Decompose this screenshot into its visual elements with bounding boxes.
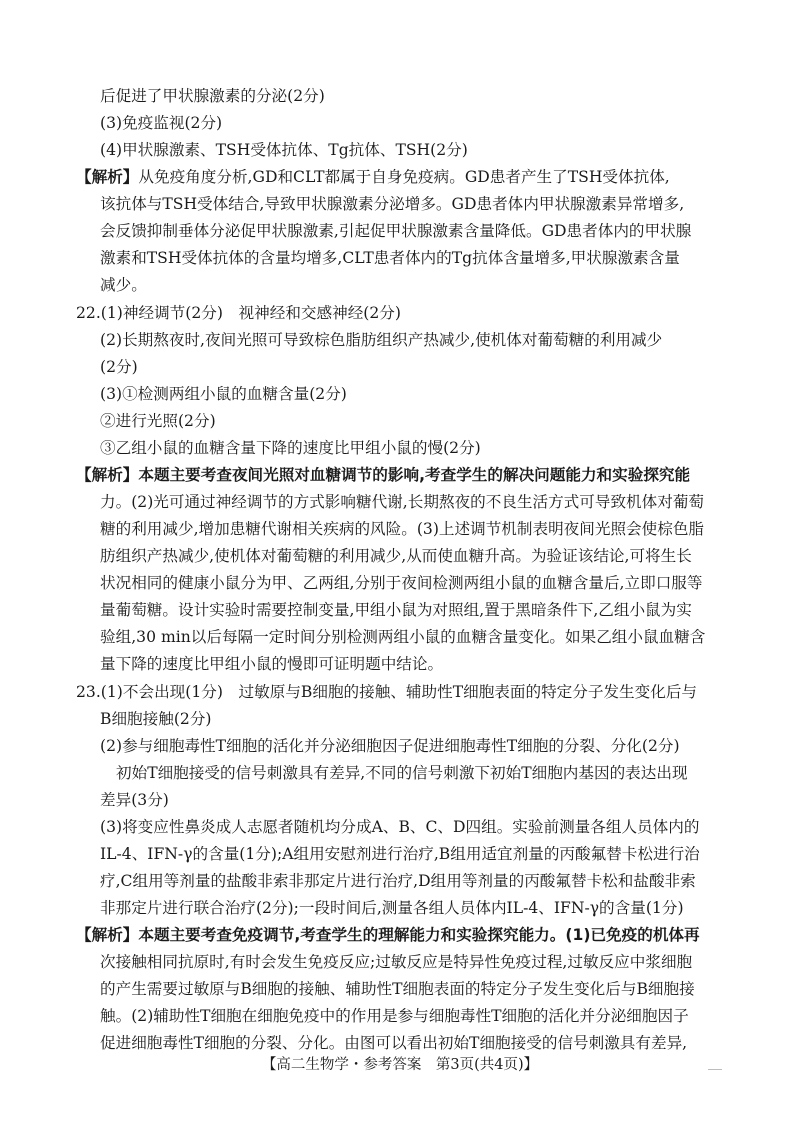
text-line: 激素和TSH受体抗体的含量均增多,CLT患者体内的Tg抗体含量增多,甲状腺激素含量 bbox=[100, 249, 680, 267]
text-line: (3)免疫监视(2分) bbox=[100, 114, 223, 132]
text-line: 力。(2)光可通过神经调节的方式影响糖代谢,长期熬夜的不良生活方式可导致机体对葡萄 bbox=[100, 493, 705, 511]
question-22-line: 22.(1)神经调节(2分) 视神经和交感神经(2分) bbox=[76, 304, 401, 322]
text-line: (2)参与细胞毒性T细胞的活化并分泌细胞因子促进细胞毒性T细胞的分裂、分化(2分) bbox=[100, 737, 680, 755]
text-line: 非那定片进行联合治疗(2分);一段时间后,测量各组人员体内IL-4、IFN-γ的含量(1分) bbox=[100, 899, 684, 917]
question-23-line: 23.(1)不会出现(1分) 过敏原与B细胞的接触、辅助性T细胞表面的特定分子发生变化后与 bbox=[76, 683, 698, 701]
corner-mark bbox=[708, 1069, 722, 1070]
text-line: 初始T细胞接受的信号刺激具有差异,不同的信号刺激下初始T细胞内基因的表达出现 bbox=[116, 764, 688, 782]
text-line: (2分) bbox=[100, 358, 138, 376]
text-line: 量葡萄糖。设计实验时需要控制变量,甲组小鼠为对照组,置于黑暗条件下,乙组小鼠为实 bbox=[100, 601, 692, 619]
text-line: 的产生需要过敏原与B细胞的接触、辅助性T细胞表面的特定分子发生变化后与B细胞接 bbox=[100, 980, 695, 998]
text-line: 会反馈抑制垂体分泌促甲状腺激素,引起促甲状腺激素含量降低。GD患者体内的甲状腺 bbox=[100, 222, 692, 240]
text-line: 该抗体与TSH受体结合,导致甲状腺激素分泌增多。GD患者体内甲状腺激素异常增多, bbox=[100, 195, 685, 213]
analysis-tag: 【解析】 bbox=[76, 168, 139, 186]
text-line: (2)长期熬夜时,夜间光照可导致棕色脂肪组织产热减少,使机体对葡萄糖的利用减少 bbox=[100, 331, 663, 349]
text-line: 量下降的速度比甲组小鼠的慢即可证明题中结论。 bbox=[100, 655, 444, 673]
text-line: (3)将变应性鼻炎成人志愿者随机均分成A、B、C、D四组。实验前测量各组人员体内的 bbox=[100, 818, 700, 836]
page-footer: 【高二生物学・参考答案 第3页(共4页)】 bbox=[261, 1057, 539, 1073]
text-line: 糖的利用减少,增加患糖代谢相关疾病的风险。(3)上述调节机制表明夜间光照会使棕色脂 bbox=[100, 520, 705, 538]
text-line: B细胞接触(2分) bbox=[100, 710, 212, 728]
text-line: 次接触相同抗原时,有时会发生免疫反应;过敏反应是特异性免疫过程,过敏反应中浆细胞 bbox=[100, 953, 693, 971]
text-line: 肪组织产热减少,使机体对葡萄糖的利用减少,从而使血糖升高。为验证该结论,可将生长 bbox=[100, 547, 692, 565]
text-line: 后促进了甲状腺激素的分泌(2分) bbox=[100, 87, 325, 105]
text-line: 疗,C组用等剂量的盐酸非索非那定片进行治疗,D组用等剂量的丙酸氟替卡松和盐酸非索 bbox=[100, 872, 696, 890]
text-line: 状况相同的健康小鼠分为甲、乙两组,分别于夜间检测两组小鼠的血糖含量后,立即口服等 bbox=[100, 574, 703, 592]
analysis-line: 【解析】从免疫角度分析,GD和CLT都属于自身免疫病。GD患者产生了TSH受体抗体, bbox=[76, 168, 670, 186]
analysis-tag: 【解析】 bbox=[76, 926, 139, 944]
text-line: IL-4、IFN-γ的含量(1分);A组用安慰剂进行治疗,B组用适宜剂量的丙酸氟替卡松进行治 bbox=[100, 845, 700, 863]
text-line: ②进行光照(2分) bbox=[100, 412, 216, 430]
text-line: 促进细胞毒性T细胞的分裂、分化。由图可以看出初始T细胞接受的信号刺激具有差异, bbox=[100, 1034, 688, 1052]
analysis-line: 【解析】本题主要考查夜间光照对血糖调节的影响,考查学生的解决问题能力和实验探究能 bbox=[76, 466, 691, 484]
text-line: (4)甲状腺激素、TSH受体抗体、Tg抗体、TSH(2分) bbox=[100, 141, 468, 159]
analysis-tag: 【解析】 bbox=[76, 466, 139, 484]
text-line: 验组,30 min以后每隔一定时间分别检测两组小鼠的血糖含量变化。如果乙组小鼠血糖含 bbox=[100, 628, 706, 646]
text-line: 减少。 bbox=[100, 276, 147, 294]
text-line: 触。(2)辅助性T细胞在细胞免疫中的作用是参与细胞毒性T细胞的活化并分泌细胞因子 bbox=[100, 1007, 689, 1025]
text-line: 差异(3分) bbox=[100, 791, 169, 809]
text-line: ③乙组小鼠的血糖含量下降的速度比甲组小鼠的慢(2分) bbox=[100, 439, 481, 457]
analysis-line: 【解析】本题主要考查免疫调节,考查学生的理解能力和实验探究能力。(1)已免疫的机体再 bbox=[76, 926, 700, 944]
text-line: (3)①检测两组小鼠的血糖含量(2分) bbox=[100, 385, 347, 403]
